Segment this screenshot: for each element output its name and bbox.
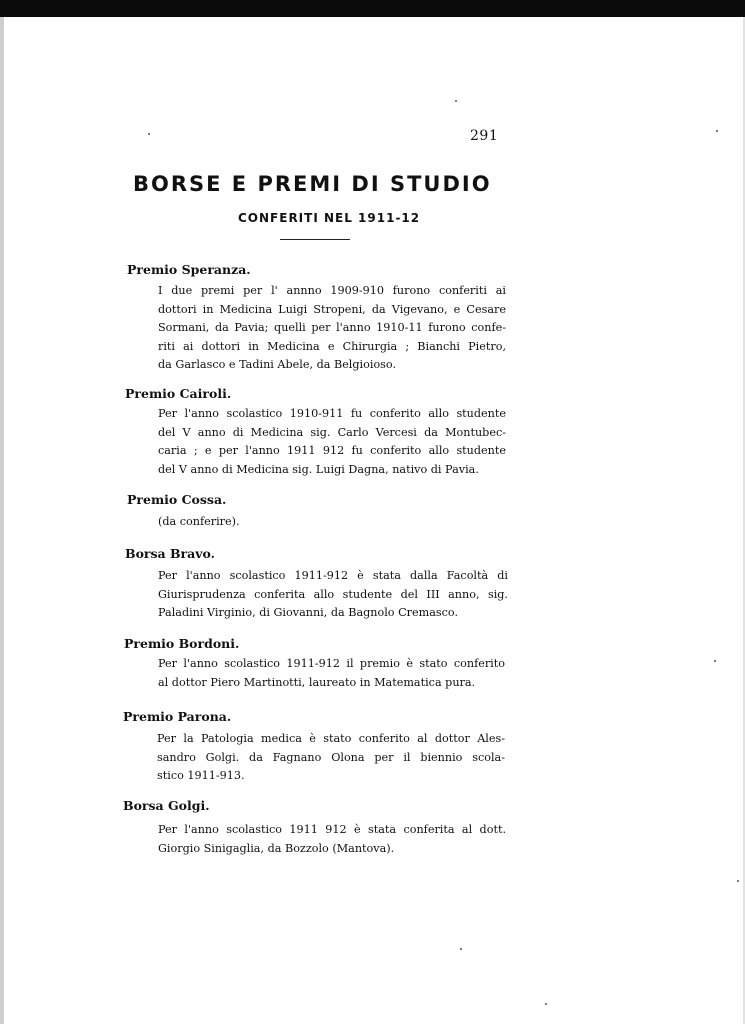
body-line: Per l'anno scolastico 1911-912 il premio è stato conferito <box>158 657 505 670</box>
body-line: Per l'anno scolastico 1911-912 è stata dalla Facoltà di <box>158 569 508 582</box>
body-line: al dottor Piero Martinotti, laureato in Matematica pura. <box>158 675 476 689</box>
body-line: dottori in Medicina Luigi Stropeni, da Vigevano, e Cesare <box>158 302 506 316</box>
section-body-premio-cossa <box>158 513 506 532</box>
section-body-premio-speranza <box>158 282 506 375</box>
body-line: Per l'anno scolastico 1911 912 è stata conferita al dott. <box>158 823 506 836</box>
page-subtitle: CONFERITI NEL 1911-12 <box>238 211 421 225</box>
body-line: caria ; e per l'anno 1911 912 fu conferito allo studente <box>158 444 506 458</box>
body-line: sandro Golgi. da Fagnano Olona per il biennio scola- <box>157 750 505 764</box>
section-heading-borsa-bravo: Borsa Bravo. <box>125 546 215 561</box>
body-line: Per l'anno scolastico 1910-911 fu conferito allo studente <box>158 407 506 420</box>
scan-speck <box>714 660 716 662</box>
section-heading-premio-bordoni: Premio Bordoni. <box>124 636 240 651</box>
section-heading-premio-speranza: Premio Speranza. <box>127 262 251 277</box>
page-number: 291 <box>470 128 499 144</box>
body-line: del V anno di Medicina sig. Luigi Dagna, nativo di Pavia. <box>158 462 479 476</box>
section-body-borsa-bravo <box>158 567 508 623</box>
scan-speck <box>455 100 457 102</box>
scan-top-border <box>0 0 745 17</box>
page-title: BORSE E PREMI DI STUDIO <box>133 172 492 196</box>
body-line: del V anno di Medicina sig. Carlo Vercesi da Montubec- <box>158 425 506 439</box>
body-line: Paladini Virginio, di Giovanni, da Bagnolo Cremasco. <box>158 606 458 620</box>
scan-left-edge <box>0 17 4 1024</box>
section-heading-borsa-golgi: Borsa Golgi. <box>123 798 210 813</box>
section-body-premio-bordoni <box>158 655 505 692</box>
scan-speck <box>545 1003 547 1005</box>
section-heading-premio-cairoli: Premio Cairoli. <box>125 386 232 401</box>
body-line: (da conferire). <box>158 515 240 528</box>
section-heading-premio-cossa: Premio Cossa. <box>127 492 227 507</box>
body-line: Sormani, da Pavia; quelli per l'anno 1910-11 furono confe- <box>158 321 506 335</box>
body-line: Giurisprudenza conferita allo studente del III anno, sig. <box>158 587 508 601</box>
scan-speck <box>737 880 739 882</box>
scan-speck <box>716 130 718 132</box>
body-line: stico 1911-913. <box>157 769 245 783</box>
title-divider <box>280 239 350 240</box>
body-line: Giorgio Sinigaglia, da Bozzolo (Mantova). <box>158 841 395 855</box>
body-line: riti ai dottori in Medicina e Chirurgia ; Bianchi Pietro, <box>158 339 506 353</box>
section-body-premio-parona <box>157 730 505 786</box>
section-body-premio-cairoli <box>158 405 506 479</box>
body-line: I due premi per l' annno 1909-910 furono conferiti ai <box>158 284 506 297</box>
section-body-borsa-golgi <box>158 821 506 858</box>
body-line: Per la Patologia medica è stato conferito al dottor Ales- <box>157 732 505 745</box>
scan-speck <box>148 133 150 135</box>
body-line: da Garlasco e Tadini Abele, da Belgioioso. <box>158 358 397 372</box>
section-heading-premio-parona: Premio Parona. <box>123 709 232 724</box>
scan-speck <box>460 948 462 950</box>
